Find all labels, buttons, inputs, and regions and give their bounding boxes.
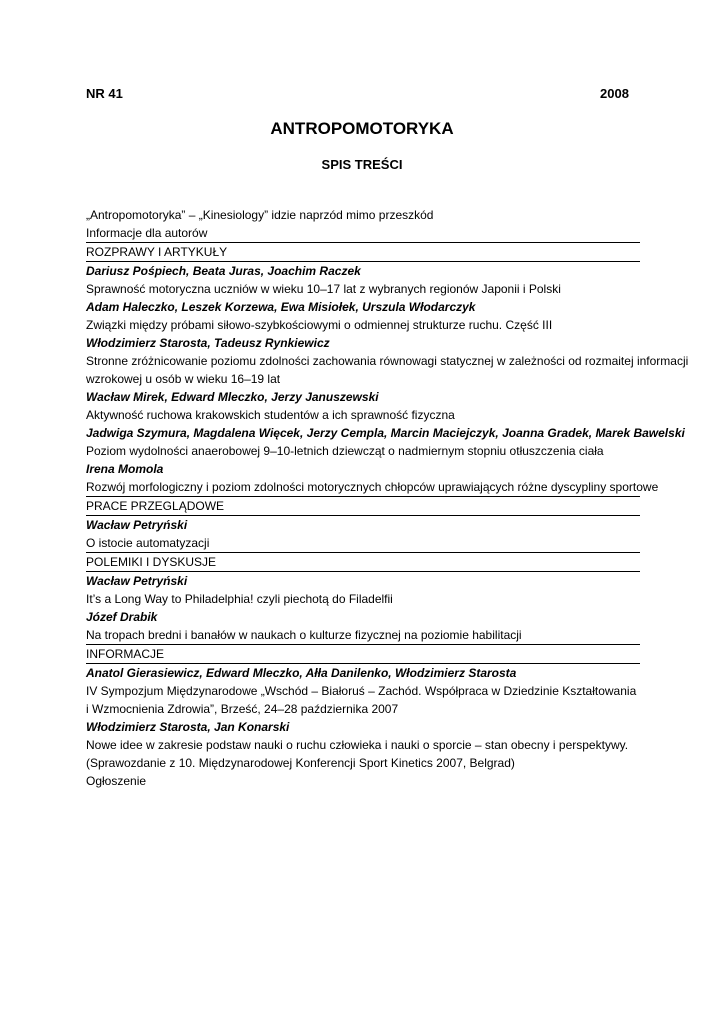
entry-title[interactable]: Aktywność ruchowa krakowskich studentów a ich sprawność fizyczna [86,408,455,422]
entry-authors: Wacław Mirek, Edward Mleczko, Jerzy Januszewski [86,390,379,404]
entry-authors: Anatol Gierasiewicz, Edward Mleczko, Ałła Danilenko, Włodzimierz Starosta [86,666,517,680]
issue-number: NR 41 [86,86,123,101]
entry-authors: Adam Haleczko, Leszek Korzewa, Ewa Misiołek, Urszula Włodarczyk [86,300,476,314]
entry-authors: Józef Drabik [86,610,158,624]
entry-authors: Jadwiga Szymura, Magdalena Więcek, Jerzy Cempla, Marcin Maciejczyk, Joanna Gradek, Marek Bawelski [86,426,685,440]
section-heading-rozprawy: ROZPRAWY I ARTYKUŁY [86,242,640,262]
section-heading-informacje: INFORMACJE [86,644,640,664]
entry-authors: Włodzimierz Starosta, Jan Konarski [86,720,290,734]
entry-title-line1[interactable]: Nowe idee w zakresie podstaw nauki o ruchu człowieka i nauki o sporcie – stan obecny i perspektywy. [86,738,629,752]
entry-title[interactable]: Na tropach bredni i banałów w naukach o kulturze fizycznej na poziomie habilitacji [86,628,522,642]
entry-title-line1[interactable]: Stronne zróżnicowanie poziomu zdolności zachowania równowagi statycznej w zależności od rozmaitej informacji [86,354,689,368]
entry-authors: Irena Momola [86,462,164,476]
section-heading-polemiki: POLEMIKI I DYSKUSJE [86,552,640,572]
entry-authors: Wacław Petryński [86,574,188,588]
entry-title-line1[interactable]: IV Sympozjum Międzynarodowe „Wschód – Białoruś – Zachód. Współpraca w Dziedzinie Kształtowania [86,684,637,698]
entry-title-line2[interactable]: (Sprawozdanie z 10. Międzynarodowej Konferencji Sport Kinetics 2007, Belgrad) [86,756,515,770]
toc-intro-editorial[interactable]: „Antropomotoryka” – „Kinesiology” idzie naprzód mimo przeszkód [86,208,434,222]
entry-title[interactable]: O istocie automatyzacji [86,536,210,550]
entry-authors: Dariusz Pośpiech, Beata Juras, Joachim Raczek [86,264,361,278]
entry-title-line2[interactable]: i Wzmocnienia Zdrowia”, Brześć, 24–28 października 2007 [86,702,399,716]
entry-title[interactable]: Rozwój morfologiczny i poziom zdolności motorycznych chłopców uprawiających różne dyscypliny sportowe [86,480,659,494]
entry-title[interactable]: Poziom wydolności anaerobowej 9–10-letnich dziewcząt o nadmiernym stopniu otłuszczenia ciała [86,444,604,458]
section-heading-przeglady: PRACE PRZEGLĄDOWE [86,496,640,516]
entry-authors: Włodzimierz Starosta, Tadeusz Rynkiewicz [86,336,330,350]
issue-year: 2008 [600,86,629,101]
entry-title[interactable]: It’s a Long Way to Philadelphia! czyli piechotą do Filadelfii [86,592,393,606]
entry-authors: Wacław Petryński [86,518,188,532]
toc-closing-announcement[interactable]: Ogłoszenie [86,774,147,788]
entry-title-line2[interactable]: wzrokowej u osób w wieku 16–19 lat [86,372,281,386]
toc-heading: SPIS TREŚCI [321,157,403,172]
entry-title[interactable]: Sprawność motoryczna uczniów w wieku 10–17 lat z wybranych regionów Japonii i Polski [86,282,561,296]
table-of-contents [86,206,689,790]
journal-title: ANTROPOMOTORYKA [270,119,454,138]
entry-title[interactable]: Związki między próbami siłowo-szybkościowymi o odmiennej strukturze ruchu. Część III [86,318,553,332]
toc-intro-authors-info[interactable]: Informacje dla autorów [86,226,208,240]
